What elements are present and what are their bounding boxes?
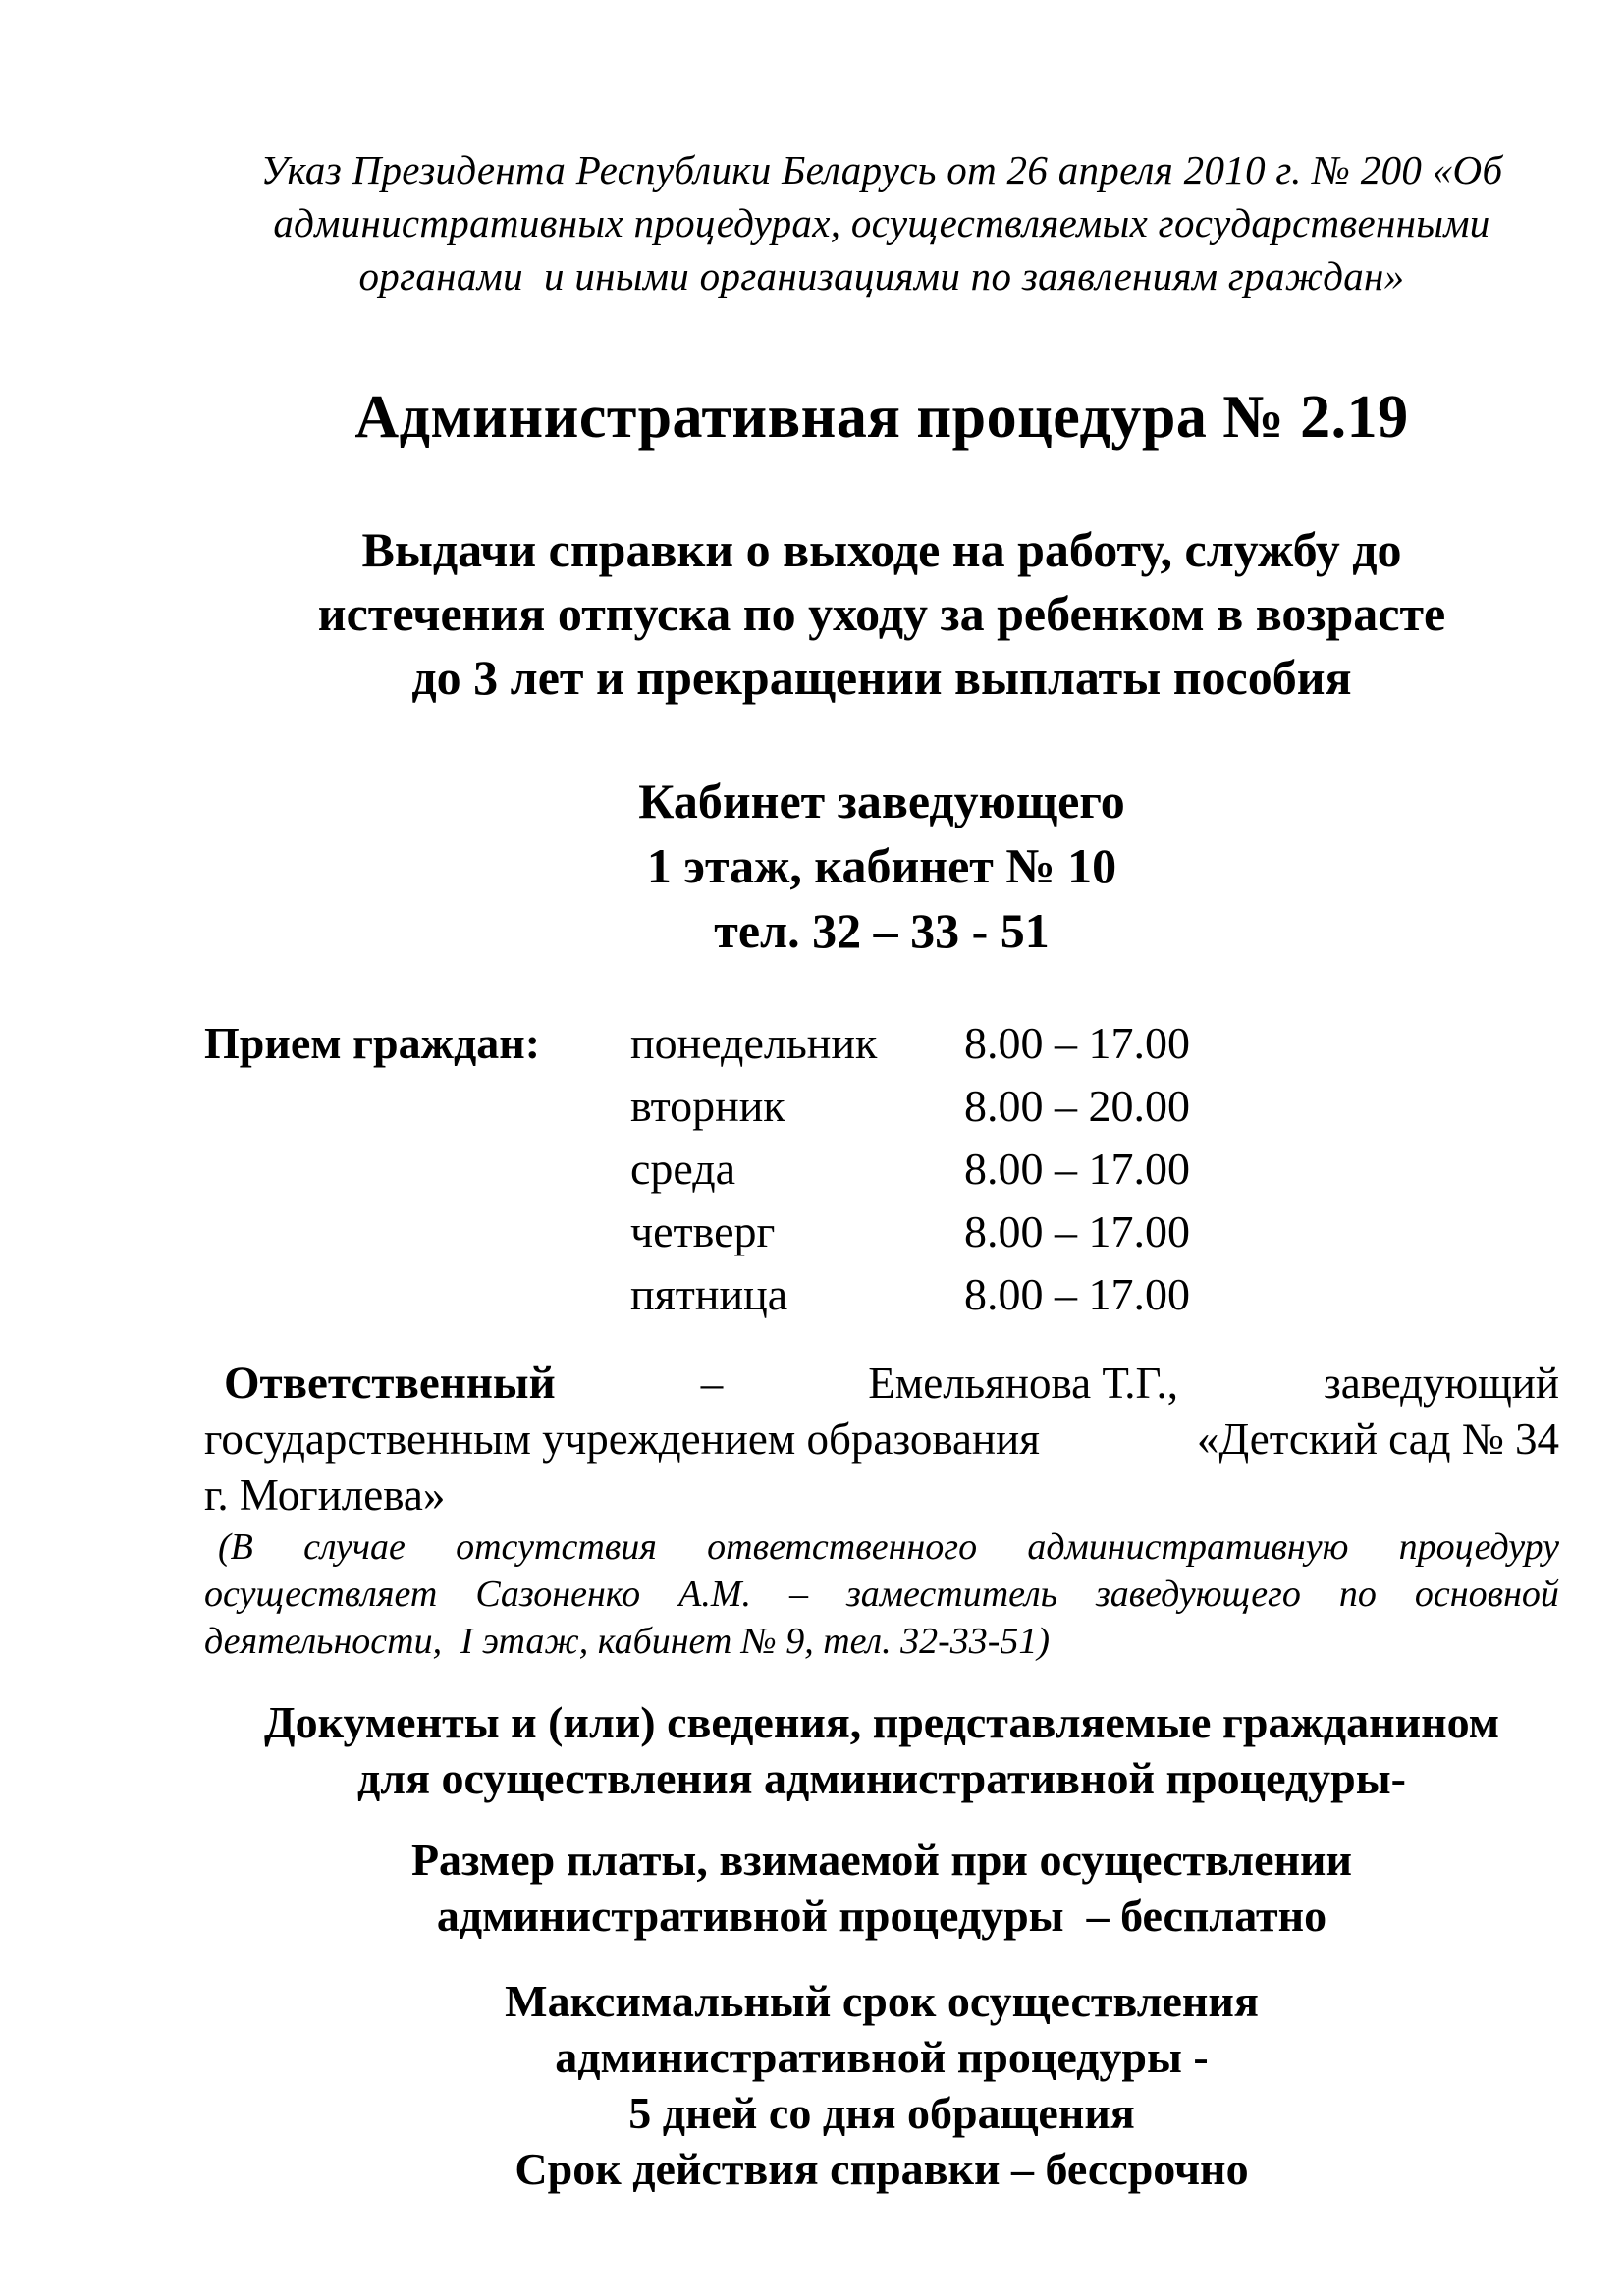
schedule-hours: 8.00 – 17.00 [964,1206,1190,1256]
term-line: Срок действия справки – бессрочно [514,2144,1249,2194]
subtitle-line: до 3 лет и прекращении выплаты пособия [411,650,1352,705]
schedule-hours: 8.00 – 17.00 [964,1018,1190,1068]
subtitle-line: Выдачи справки о выходе на работу, службу до [361,522,1402,577]
schedule-row [204,1263,1559,1326]
schedule-row [204,1012,1559,1075]
schedule-day: вторник [630,1081,785,1131]
quote-line: органами и иными организациями по заявлениям граждан» [358,253,1405,298]
documents-section [204,1694,1559,1806]
schedule-day: среда [630,1144,736,1194]
documents-line: для осуществления административной процедуры- [357,1753,1406,1803]
office-phone: тел. 32 – 33 - 51 [714,903,1050,958]
procedure-subtitle [204,518,1559,710]
responsible-line: Ответственный – Емельянова Т.Г., заведующий [204,1356,1559,1412]
responsible-label: Ответственный [224,1358,556,1409]
documents-line: Документы и (или) сведения, представляемые гражданином [263,1697,1500,1747]
schedule-day: понедельник [630,1018,878,1068]
reception-label: Прием граждан: [204,1018,541,1068]
quote-line: административных процедурах, осуществляемых государственными [273,200,1490,245]
responsible-name: Емельянова Т.Г., [868,1359,1178,1408]
responsible-line: государственным учреждением образования «Детский сад № 34 [204,1412,1559,1468]
institution-name: «Детский сад № 34 [1196,1415,1559,1464]
fee-section [204,1832,1559,1944]
schedule-row [204,1201,1559,1263]
quote-line: Указ Президента Республики Беларусь от 26 апреля 2010 г. № 200 «Об [260,147,1503,192]
page-title: Административная процедура № 2.19 [354,384,1409,451]
schedule-hours: 8.00 – 20.00 [964,1081,1190,1131]
responsible-person [204,1356,1559,1523]
schedule-row [204,1075,1559,1138]
schedule-row [204,1138,1559,1201]
deputy-note-line: осуществляет Сазоненко А.М. – заместитель заведующего по основной [204,1571,1559,1618]
deputy-name: Сазоненко [475,1574,641,1615]
term-line: 5 дней со дня обращения [628,2088,1135,2138]
responsible-line: г. Могилева» [204,1470,446,1520]
deputy-note-line: деятельности, I этаж, кабинет № 9, тел. 32-33-51) [204,1621,1051,1662]
office-floor: 1 этаж, кабинет № 10 [646,838,1117,893]
deputy-note [204,1523,1559,1665]
fee-line: Размер платы, взимаемой при осуществлении [410,1835,1353,1885]
reception-schedule [204,1012,1559,1326]
subtitle-line: истечения отпуска по уходу за ребенком в возрасте [317,586,1446,641]
deputy-note-line: (В случае отсутствия ответственного административную процедуру [218,1526,1559,1568]
office-room: Кабинет заведующего [638,774,1125,828]
fee-line: административной процедуры – бесплатно [436,1891,1327,1941]
office-location [204,769,1559,963]
schedule-day: пятница [630,1269,788,1319]
legal-reference-quote [204,143,1559,302]
term-line: административной процедуры - [555,2032,1209,2082]
term-line: Максимальный срок осуществления [505,1976,1259,2026]
schedule-hours: 8.00 – 17.00 [964,1144,1190,1194]
schedule-hours: 8.00 – 17.00 [964,1269,1190,1319]
term-section [204,1973,1559,2197]
schedule-day: четверг [630,1206,776,1256]
